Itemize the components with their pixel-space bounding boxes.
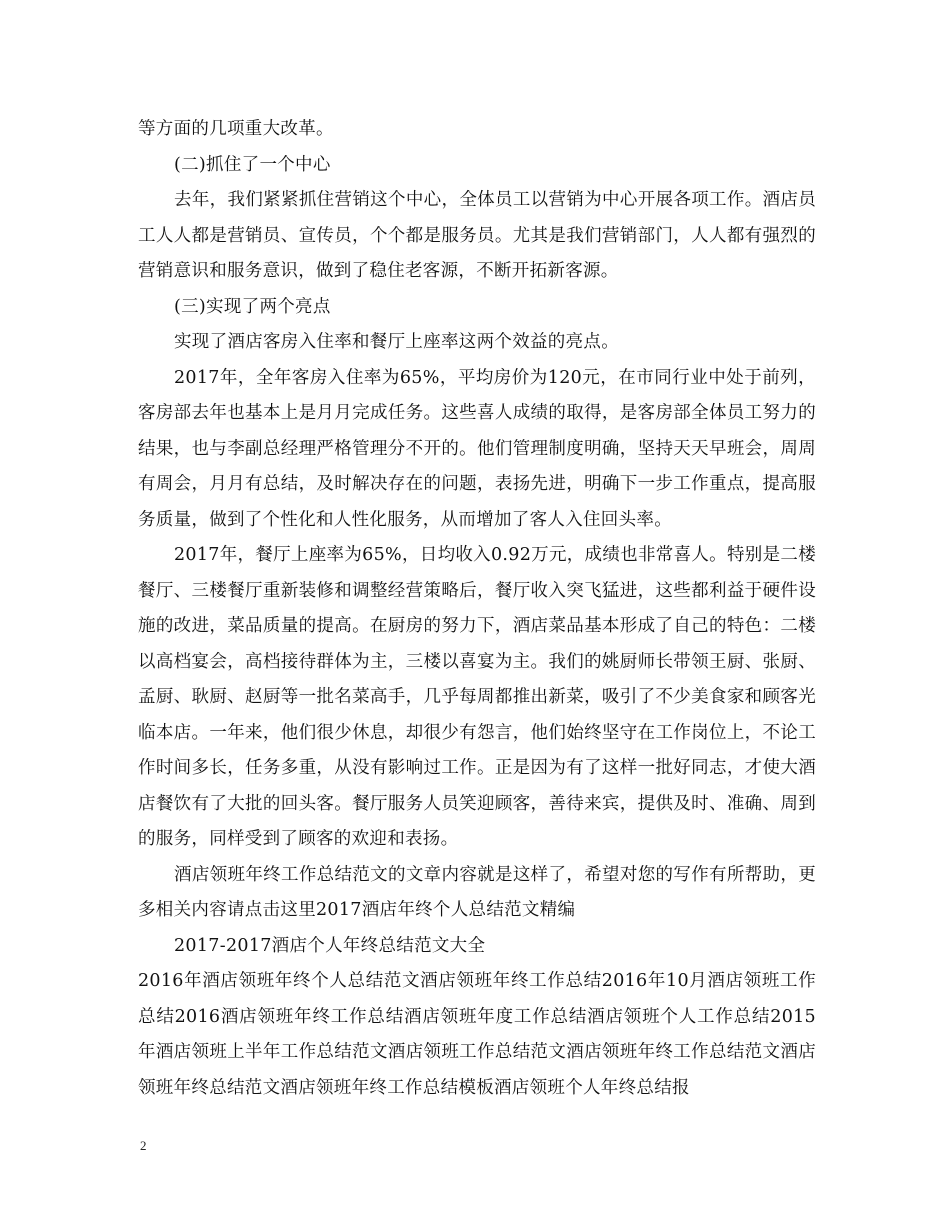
paragraph-restaurant-occupancy: 2017年，餐厅上座率为65%，日均收入0.92万元，成绩也非常喜人。特别是二楼餐厅、三楼餐厅重新装修和调整经营策略后，餐厅收入突飞猛进，这些都利益于硬件设施的改进，菜品质量的提高。在厨房的努力下，酒店菜品基本形成了自己的特色：二楼以高档宴会，高档接待群体为主，三楼以喜宴为主。我们的姚厨师长带领王厨、张厨、孟厨、耿厨、赵厨等一批名菜高手，几乎每周都推出新菜，吸引了不少美食家和顾客光临本店。一年来，他们很少休息，却很少有怨言，他们始终坚守在工作岗位上，不论工作时间多长，任务多重，从没有影响过工作。正是因为有了这样一批好同志，才使大酒店餐饮有了大批的回头客。餐厅服务人员笑迎顾客，善待来宾，提供及时、准确、周到的服务，同样受到了顾客的欢迎和表扬。 xyxy=(138,545,816,849)
section-heading-one-center: (二)抓住了一个中心 xyxy=(174,154,331,175)
paragraph-room-occupancy: 2017年，全年客房入住率为65%，平均房价为120元，在市同行业中处于前列，客房部去年也基本上是月月完成任务。这些喜人成绩的取得，是客房部全体员工努力的结果，也与李副总经理严格管理分不开的。他们管理制度明确，坚持天天早班会，周周有周会，月月有总结，及时解决存在的问题，表扬先进，明确下一步工作重点，提高服务质量，做到了个性化和人性化服务，从而增加了客人入住回头率。 xyxy=(138,367,816,530)
paragraph-highlights-intro: 实现了酒店客房入住率和餐厅上座率这两个效益的亮点。 xyxy=(174,332,619,352)
related-links-list[interactable]: 2016年酒店领班年终个人总结范文酒店领班年终工作总结2016年10月酒店领班工作总结2016酒店领班年终工作总结酒店领班年度工作总结酒店领班个人工作总结2015年酒店领班上半年工作总结范文酒店领班工作总结范文酒店领班年终工作总结范文酒店领班年终总结范文酒店领班年终工作总结模板酒店领班个人年终总结报 xyxy=(138,971,816,1098)
related-link-title[interactable]: 2017-2017酒店个人年终总结范文大全 xyxy=(174,935,486,956)
paragraph-reforms-tail: 等方面的几项重大改革。 xyxy=(138,119,334,139)
section-heading-two-highlights: (三)实现了两个亮点 xyxy=(174,296,331,317)
paragraph-article-closing: 酒店领班年终工作总结范文的文章内容就是这样了，希望对您的写作有所帮助，更多相关内容请点击这里2017酒店年终个人总结范文精编 xyxy=(138,864,816,920)
document-body xyxy=(138,112,816,1106)
page-number: 2 xyxy=(140,1138,147,1153)
paragraph-marketing-center: 去年，我们紧紧抓住营销这个中心，全体员工以营销为中心开展各项工作。酒店员工人人都是营销员、宣传员，个个都是服务员。尤其是我们营销部门，人人都有强烈的营销意识和服务意识，做到了稳住老客源，不断开拓新客源。 xyxy=(138,190,816,281)
